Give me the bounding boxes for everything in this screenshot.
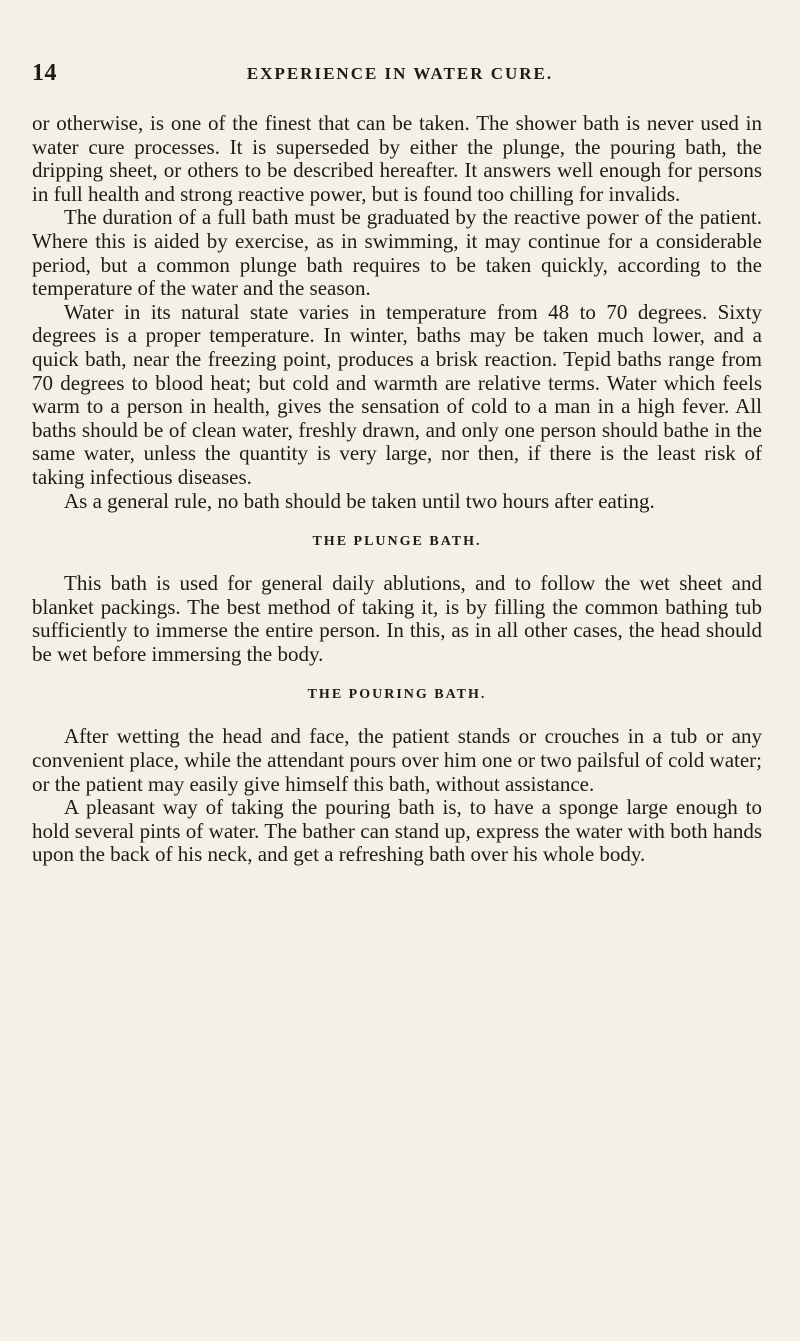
section-heading-plunge-bath: THE PLUNGE BATH. (312, 534, 482, 550)
paragraph: or otherwise, is one of the finest that can be taken. The shower bath is never used in water cure processes. It is superseded by either the plunge, the pouring bath, the dripping sheet, or others to be described hereafter. It answers well enough for persons in full health and strong reactive power, but is found too chilling for invalids. (32, 111, 762, 206)
paragraph: As a general rule, no bath should be taken until two hours after eating. (64, 488, 655, 513)
paragraph: A pleasant way of taking the pouring bath is, to have a sponge large enough to hold several pints of water. The bather can stand up, express the water with both hands upon the back of his neck, and get a refreshing bath over his whole body. (32, 795, 762, 867)
page-number: 14 (32, 60, 57, 86)
paragraph: The duration of a full bath must be graduated by the reactive power of the patient. Where this is aided by exercise, as in swimming, it may continue for a considerable period, but a common plunge bath requires to be taken quickly, according to the temperature of the water and the season. (32, 205, 762, 301)
section-heading-pouring-bath: THE POURING BATH. (307, 687, 487, 703)
running-head: EXPERIENCE IN WATER CURE. (246, 64, 554, 83)
paragraph: Water in its natural state varies in temperature from 48 to 70 degrees. Sixty degrees is a proper temperature. In winter, baths may be taken much lower, and a quick bath, near the freezing point, produces a brisk reaction. Tepid baths range from 70 degrees to blood heat; but cold and warmth are relative terms. Water which feels warm to a person in health, gives the sensation of cold to a man in a high fever. All baths should be of clean water, freshly drawn, and only one person should bathe in the same water, unless the quantity is very large, nor then, if there is the least risk of taking infectious diseases. (32, 299, 762, 489)
paragraph: This bath is used for general daily ablutions, and to follow the wet sheet and blanket packings. The best method of taking it, is by filling the common bathing tub sufficiently to immerse the entire person. In this, as in all other cases, the head should be wet before immersing the body. (32, 571, 762, 666)
page-header (32, 60, 768, 90)
body-text (32, 112, 762, 867)
paragraph: After wetting the head and face, the patient stands or crouches in a tub or any convenient place, while the attendant pours over him one or two pailsful of cold water; or the patient may easily give himself this bath, without assistance. (32, 724, 762, 796)
